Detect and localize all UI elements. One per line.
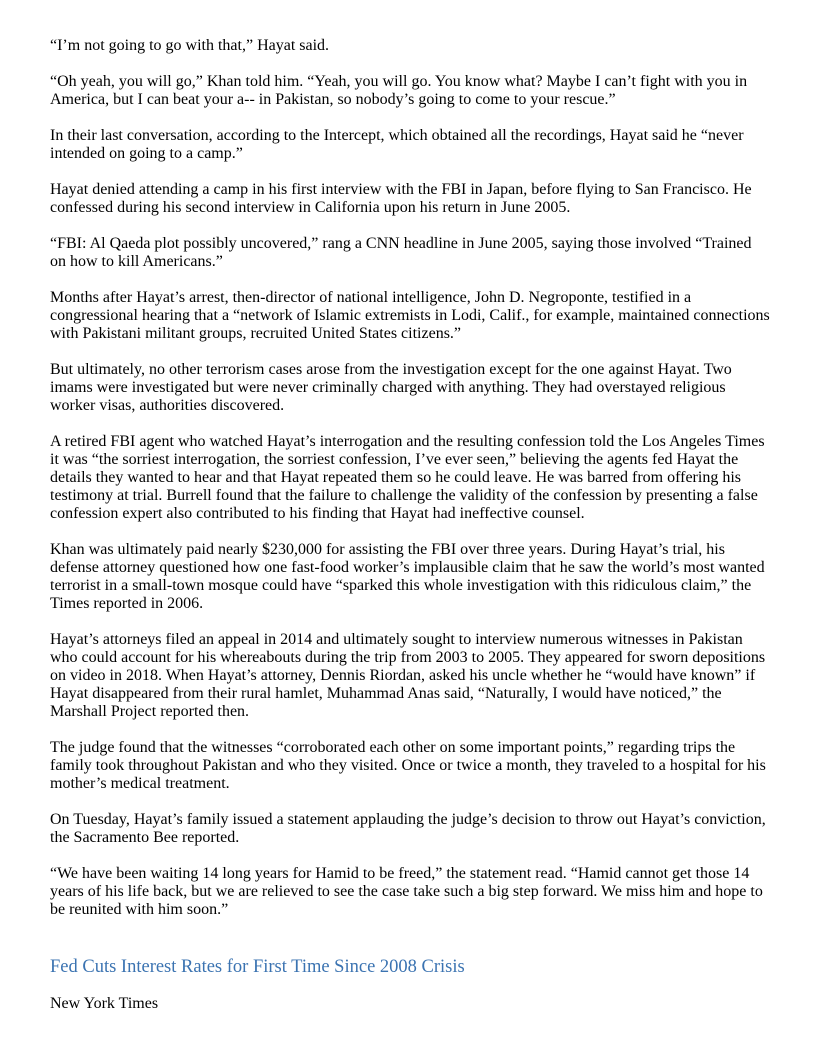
next-article-source: New York Times [50,995,159,1012]
article-paragraph-8: A retired FBI agent who watched Hayat’s interrogation and the resulting confession told the Los Angeles Times it was “the sorriest interrogation, the sorriest confession, I’ve ever seen,” believing the agents fed Hayat the details they wanted to hear and that Hayat repeated them so he could leave. He was barred from offering his testimony at trial. Burrell found that the failure to challenge the validity of the confession by presenting a false confession expert also contributed to his finding that Hayat had ineffective counsel. [50,433,765,522]
article-paragraph-6: Months after Hayat’s arrest, then-director of national intelligence, John D. Negroponte, testified in a congressional hearing that a “network of Islamic extremists in Lodi, Calif., for example, maintained connections with Pakistani militant groups, recruited United States citizens.” [50,289,770,342]
next-article-link[interactable]: Fed Cuts Interest Rates for First Time Since 2008 Crisis [50,957,465,977]
article-paragraph-3: In their last conversation, according to the Intercept, which obtained all the recordings, Hayat said he “never intended on going to a camp.” [50,127,744,162]
article-paragraph-12: On Tuesday, Hayat’s family issued a statement applauding the judge’s decision to throw out Hayat’s conviction, the Sacramento Bee reported. [50,811,766,846]
article-paragraph-9: Khan was ultimately paid nearly $230,000 for assisting the FBI over three years. During Hayat’s trial, his defense attorney questioned how one fast-food worker’s implausible claim that he saw the world’s most wanted terrorist in a small-town mosque could have “sparked this whole investigation with this ridiculous claim,” the Times reported in 2006. [50,541,765,612]
article-paragraph-10: Hayat’s attorneys filed an appeal in 2014 and ultimately sought to interview numerous witnesses in Pakistan who could account for his whereabouts during the trip from 2003 to 2005. They appeared for sworn depositions on video in 2018. When Hayat’s attorney, Dennis Riordan, asked his uncle whether he “would have known” if Hayat disappeared from their rural hamlet, Muhammad Anas said, “Naturally, I would have noticed,” the Marshall Project reported then. [50,631,766,720]
article-paragraph-5: “FBI: Al Qaeda plot possibly uncovered,” rang a CNN headline in June 2005, saying those involved “Trained on how to kill Americans.” [50,235,752,270]
article-paragraph-7: But ultimately, no other terrorism cases arose from the investigation except for the one against Hayat. Two imams were investigated but were never criminally charged with anything. They had overstayed religious worker visas, authorities discovered. [50,361,732,414]
article-paragraph-11: The judge found that the witnesses “corroborated each other on some important points,” regarding trips the family took throughout Pakistan and who they visited. Once or twice a month, they traveled to a hospital for his mother’s medical treatment. [50,739,766,792]
article-paragraph-13: “We have been waiting 14 long years for Hamid to be freed,” the statement read. “Hamid cannot get those 14 years of his life back, but we are relieved to see the case take such a big step forward. We miss him and hope to be reunited with him soon.” [50,865,763,918]
article-paragraph-4: Hayat denied attending a camp in his first interview with the FBI in Japan, before flying to San Francisco. He confessed during his second interview in California upon his return in June 2005. [50,181,752,216]
article-body [50,37,770,1013]
article-paragraph-1: “I’m not going to go with that,” Hayat said. [50,37,330,54]
article-paragraph-2: “Oh yeah, you will go,” Khan told him. “Yeah, you will go. You know what? Maybe I can’t fight with you in America, but I can beat your a-- in Pakistan, so nobody’s going to come to your rescue.” [50,73,748,108]
